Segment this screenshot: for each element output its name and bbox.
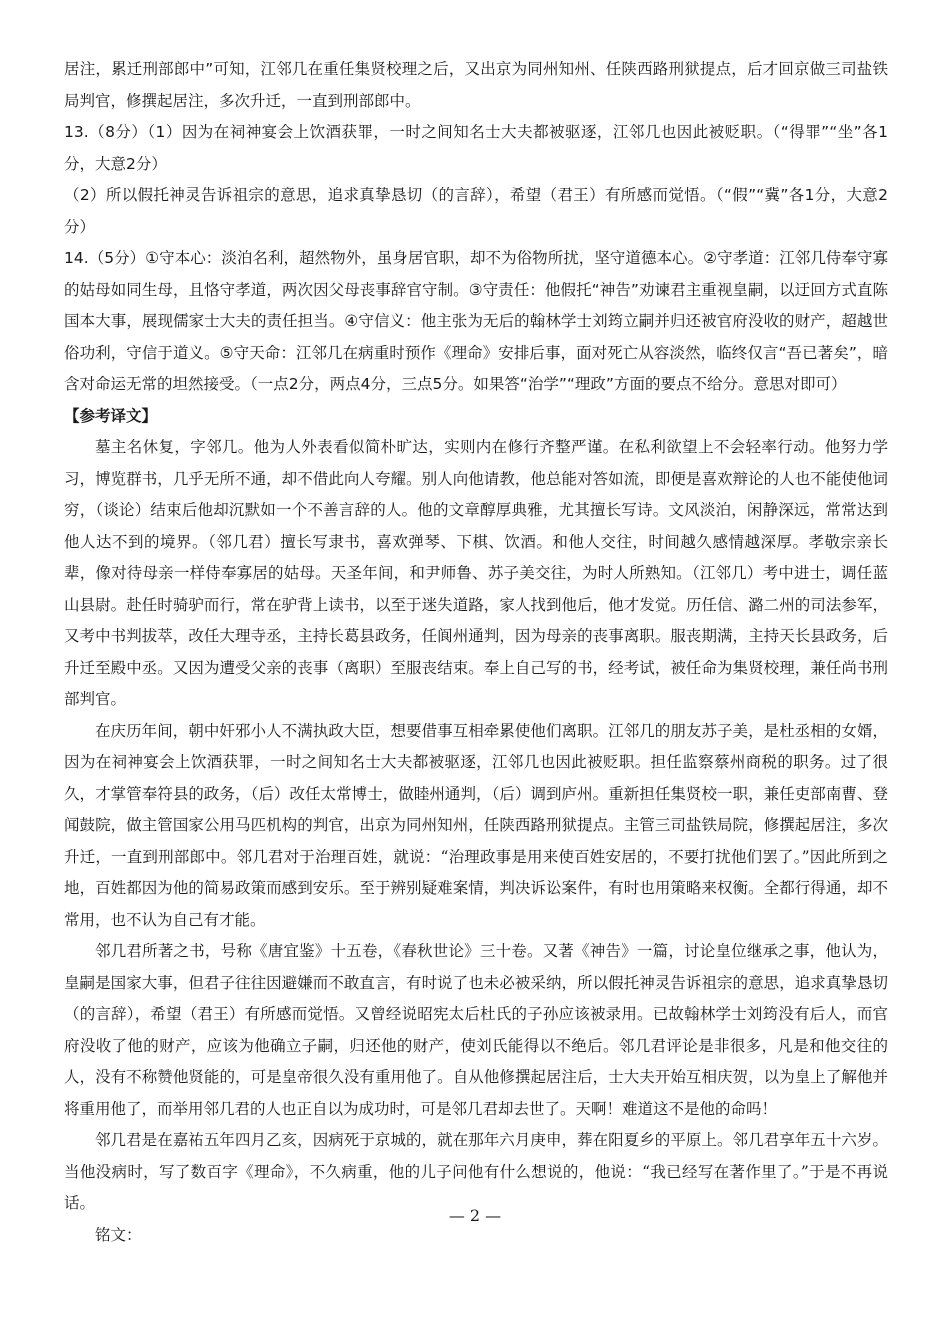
translation-paragraph-4: 邻几君是在嘉祐五年四月乙亥，因病死于京城的，就在那年六月庚申，葬在阳夏乡的平原上。邻几君享年五十六岁。当他没病时，写了数百字《理命》，不久病重，他的儿子问他有什么想说的，他说：“我已经写在著作里了。”于是不再说话。 — [64, 1131, 888, 1212]
answer-13-part1: 13.（8分）（1）因为在祠神宴会上饮酒获罪，一时之间知名士大夫都被驱逐，江邻几也因此被贬职。（“得罪”“坐”各1分，大意2分） — [64, 123, 888, 173]
translation-paragraph-5: 铭文： — [95, 1225, 142, 1244]
answer-13-part2: （2）所以假托神灵告诉祖宗的意思，追求真挚恳切（的言辞），希望（君王）有所感而觉悟。（“假”“冀”各1分，大意2分） — [64, 186, 888, 236]
answer-14: 14.（5分）①守本心：淡泊名利，超然物外，虽身居官职，却不为俗物所扰，坚守道德本心。②守孝道：江邻几侍奉守寡的姑母如同生母，且恪守孝道，两次因父母丧事辞官守制。③守责任：他假托“神告”劝谏君主重视皇嗣，以迂回方式直陈国本大事，展现儒家士大夫的责任担当。④守信义：他主张为无后的翰林学士刘筠立嗣并归还被官府没收的财产，超越世俗功利，守信于道义。⑤守天命：江邻几在病重时预作《理命》安排后事，面对死亡从容淡然，临终仅言“吾已著矣”，暗含对命运无常的坦然接受。（一点2分，两点4分，三点5分。如果答“治学”“理政”方面的要点不给分。意思对即可） — [64, 249, 888, 393]
translation-heading: 【参考译文】 — [64, 406, 158, 425]
page-number: — 2 — — [448, 1206, 502, 1225]
document-page — [64, 54, 888, 1251]
translation-paragraph-2: 在庆历年间，朝中奸邪小人不满执政大臣，想要借事互相牵累使他们离职。江邻几的朋友苏子美，是杜丞相的女婿，因为在祠神宴会上饮酒获罪，一时之间知名士大夫都被驱逐，江邻几也因此被贬职。担任监察蔡州商税的职务。过了很久，才掌管奉符县的政务，（后）改任太常博士，做睦州通判，（后）调到庐州。重新担任集贤校一职，兼任吏部南曹、登闻鼓院，做主管国家公用马匹机构的判官，出京为同州知州，任陕西路刑狱提点。主管三司盐铁局院，修撰起居注，多次升迁，一直到刑部郎中。邻几君对于治理百姓，就说：“治理政事是用来使百姓安居的，不要打扰他们罢了。”因此所到之地，百姓都因为他的简易政策而感到安乐。至于辨别疑难案情，判决诉讼案件，有时也用策略来权衡。全都行得通，却不常用，也不认为自己有才能。 — [64, 721, 888, 929]
translation-paragraph-1: 墓主名休复，字邻几。他为人外表看似简朴旷达，实则内在修行齐整严谨。在私利欲望上不会轻率行动。他努力学习，博览群书，几乎无所不通，却不借此向人夸耀。别人向他请教，他总能对答如流，即便是喜欢辩论的人也不能使他词穷，（谈论）结束后他却沉默如一个不善言辞的人。他的文章醇厚典雅，尤其擅长写诗。文风淡泊，闲静深远，常常达到他人达不到的境界。（邻几君）擅长写隶书，喜欢弹琴、下棋、饮酒。和他人交往，时间越久感情越深厚。孝敬宗亲长辈，像对待母亲一样侍奉寡居的姑母。天圣年间，和尹师鲁、苏子美交往，为时人所熟知。（江邻几）考中进士，调任蓝山县尉。赴任时骑驴而行，常在驴背上读书，以至于迷失道路，家人找到他后，他才发觉。历任信、潞二州的司法参军，又考中书判拔萃，改任大理寺丞，主持长葛县政务，任阆州通判，因为母亲的丧事离职。服丧期满，主持天长县政务，后升迁至殿中丞。又因为遭受父亲的丧事（离职）至服丧结束。奉上自己写的书，经考试，被任命为集贤校理，兼任尚书刑部判官。 — [64, 438, 888, 708]
answer-continuation: 居注，累迁刑部郎中”可知，江邻几在重任集贤校理之后，又出京为同州知州、任陕西路刑狱提点，后才回京做三司盐铁局判官，修撰起居注，多次升迁，一直到刑部郎中。 — [64, 60, 888, 110]
translation-paragraph-3: 邻几君所著之书，号称《唐宜鉴》十五卷，《春秋世论》三十卷。又著《神告》一篇，讨论皇位继承之事，他认为，皇嗣是国家大事，但君子往往因避嫌而不敢直言，有时说了也未必被采纳，所以假托神灵告诉祖宗的意思，追求真挚恳切（的言辞），希望（君王）有所感而觉悟。又曾经说昭宪太后杜氏的子孙应该被录用。已故翰林学士刘筠没有后人，而官府没收了他的财产，应该为他确立子嗣，归还他的财产，使刘氏能得以不绝后。邻几君评论是非很多，凡是和他交往的人，没有不称赞他贤能的，可是皇帝很久没有重用他了。自从他修撰起居注后，士大夫开始互相庆贺，以为皇上了解他并将重用他了，而举用邻几君的人也正自以为成功时，可是邻几君却去世了。天啊！难道这不是他的命吗！ — [64, 942, 888, 1118]
